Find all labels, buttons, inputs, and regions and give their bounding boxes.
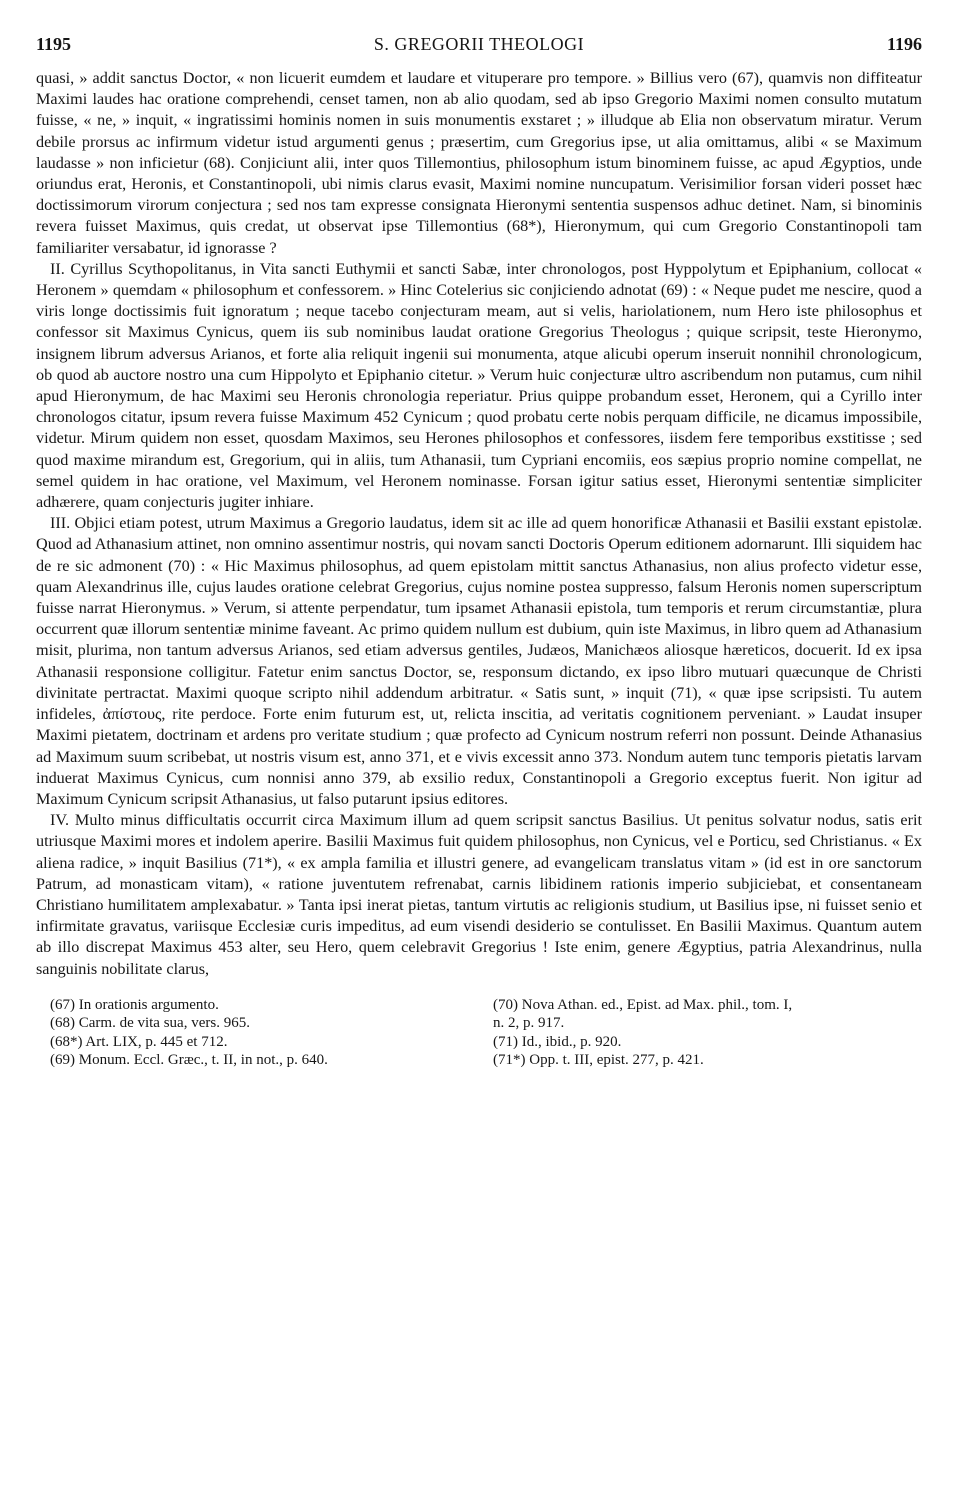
paragraph-section-ii: II. Cyrillus Scythopolitanus, in Vita sancti Euthymii et sancti Sabæ, inter chronologos, post Hyppolytum et Epiphanium, collocat « Heronem » quemdam « philosophum et confessorem. » Hinc Cotelerius sic conjiciendo adnotat (69) : « Neque pudet me nescire, quod a viris longe doctissimis fuit ignoratum ; neque tacebo conjecturam meam, aut si velis, hariolationem, num Hero iste philosophus et confessor sit Maximus Cynicus, quem iis sub nominibus laudat oratione Gregorius Theologus ; quique scripsit, teste Hieronymo, insignem librum adversus Arianos, et forte alia reliquit ingenii sui monumenta, atque alicubi operum inseruit nonnihil chronologicum, ob quod ab auctore nostro una cum Hippolyto et Epiphanio citetur. » Verum huic conjecturæ ultro ascribendum non putamus, cum nihil apud Hieronymum, de hac Maximi seu Heronis chronologia reperiatur. Prius quippe probandum esset, Heronem, qui a Cyrillo inter chronologos citatur, ipsum revera fuisse Maximum 452 Cynicum ; quod probatu certe nobis perquam difficile, ne dicamus impossibile, videtur. Mirum quidem non esset, quosdam Maximos, seu Herones philosophos et confessores, iisdem fere temporibus exstitisse ; sed quod maxime mirandum est, Gregorium, qui in aliis, tum Athanasii, tum Cypriani encomiis, eos sæpius proprio nomine compellat, ne semel quidem in hac oratione, vel Maximum, vel Heronem nominasse. Forsan igitur satius esset, Hieronymi sententiæ simpliciter adhærere, quam conjecturis jugiter inhiare. — [36, 259, 922, 512]
footnote: (71) Id., ibid., p. 920. — [493, 1033, 622, 1050]
page — [36, 30, 922, 1070]
paragraph-intro: quasi, » addit sanctus Doctor, « non licuerit eumdem et laudare et vituperare pro tempore. » Billius vero (67), quamvis non diffiteatur Maximi laudes hac oratione comprehendi, censet tamen, non ab alio quodam, sed ab ipso Gregorio Maximi nomen consulto mutatum fuisse, « ne, » inquit, « ingratissimi hominis nomen in suis monumentis exstaret ; » illudque ab Elia non observatum miratur. Verum debile prorsus ac infirmum videtur istud argumenti genus ; præsertim, cum Gregorius ipse, ut alia omittamus, alibi « se Maximum laudasse » non inficietur (68). Conjiciunt alii, inter quos Tillemontius, philosophum istum binominem fuisse, ac apud Ægyptios, unde oriundus erat, Heronis, et Constantinopoli, ubi nimis clarus evasit, Maximi nomine nuncupatum. Verisimilior forsan videri posset hæc doctissimorum virorum conjectura ; sed nos tam expresse consignata Hieronymi sententia suspensos adhuc detinet. Nam, si binominis revera fuisset Maximus, quis credat, ut observat ipse Tillemontius (68*), Hieronymum, qui cum Gregorio Constantinopoli tam familiariter versabatur, id ignorasse ? — [36, 69, 922, 257]
main-text — [36, 68, 922, 980]
footnotes-right-column — [479, 996, 922, 1070]
footnotes — [36, 996, 922, 1070]
footnote: (67) In orationis argumento. — [50, 996, 219, 1013]
footnote: n. 2, p. 917. — [493, 1015, 565, 1032]
footnote: (68*) Art. LIX, p. 445 et 712. — [50, 1033, 228, 1050]
running-header — [36, 30, 922, 56]
paragraph-section-iii: III. Objici etiam potest, utrum Maximus a Gregorio laudatus, idem sit ac ille ad quem honorificæ Athanasii et Basilii exstant epistolæ. Quod ad Athanasium attinet, non omnino assentimur nostris, qui novam sancti Doctoris Operum editionem adornarunt. Illi siquidem hac de re sic admonent (70) : « Hic Maximus philosophus, ad quem epistolam mittit sanctus Athanasius, non alius profecto videtur esse, quam Alexandrinus ille, cujus laudes oratione celebrat Gregorius, cujus nomine postea suppresso, falsum Heronis nomen superscriptum fuisse narrat Hieronymus. » Verum, si attente perpendatur, tum ipsamet Athanasii epistola, tum temporis et rerum circumstantiæ, plura occurrent quæ illorum sententiæ minime faveant. Ac primo quidem nullum est dubium, quin iste Maximus, in libro quem ad Athanasium misit, plurima, non tantum adversus Arianos, sed etiam adversus gentiles, Judæos, Manichæos aliosque hæreticos, docuerit. Id ex ipsa Athanasii responsione colligitur. Fatetur enim sanctus Doctor, se, responsum dictando, ex ipso libro mutuari quæcunque de Christi divinitate pertractat. Maximi quoque scripto nihil addendum arbitratur. « Satis sunt, » inquit (71), « quæ ipse scripsisti. Tu autem infideles, ἀπίστους, rite perdoce. Forte enim futurum est, ut, relicta inscitia, ad veritatis cognitionem perveniant. » Laudat insuper Maximi pietatem, doctrinam et ardens pro veritate studium ; quæ profecto ad Cynicum nostrum referri non possunt. Deinde Athanasius ad Maximum suum scribebat, ut nostris visum est, anno 371, et e vivis excessit anno 373. Nondum autem tunc temporis pietatis larvam induerat Maximus Cynicus, cum nonnisi anno 379, ab exsilio redux, Constantinopoli a Gregorio exceptus fuerit. Non igitur ad Maximum Cynicum scripsit Athanasius, ut falso putarunt ipsius editores. — [36, 514, 922, 808]
footnote: (70) Nova Athan. ed., Epist. ad Max. phil., tom. I, — [493, 996, 793, 1013]
running-title: S. GREGORII THEOLOGI — [373, 34, 585, 54]
paragraph-section-iv: IV. Multo minus difficultatis occurrit circa Maximum illum ad quem scripsit sanctus Basilius. Ut penitus solvatur nodus, satis erit utriusque Maximi mores et indolem aperire. Basilii Maximus fuit quidem philosophus, non Cynicus, vel e Porticu, sed Christianus. « Ex aliena radice, » inquit Basilius (71*), « ex ampla familia et illustri genere, ad evangelicam translatus vitam » (id est in ore sanctorum Patrum, ad monasticam vitam), « ratione juventutem refrenabat, carnis libidinem rationis imperio subjiciebat, et consentaneam Christiano humilitatem amplexabatur. » Tanta ipsi inerat pietas, tantum virtutis ac religionis studium, ut Basilius ipse, ni fuisset senio et infirmitate gravatus, variisque Ecclesiæ curis impeditus, ad eum visendi desiderio se contulisset. En Basilii Maximus. Quantum autem ab illo discrepat Maximus 453 alter, seu Hero, quem celebravit Gregorius ! Iste enim, genere Ægyptius, patria Alexandrinus, nulla sanguinis nobilitate clarus, — [36, 811, 922, 978]
footnote: (68) Carm. de vita sua, vers. 965. — [50, 1015, 250, 1032]
footnotes-left-column — [36, 996, 479, 1070]
footnote: (69) Monum. Eccl. Græc., t. II, in not., p. 640. — [50, 1052, 328, 1069]
right-column-number: 1196 — [886, 34, 922, 54]
footnote: (71*) Opp. t. III, epist. 277, p. 421. — [493, 1052, 704, 1069]
left-column-number: 1195 — [36, 34, 72, 54]
